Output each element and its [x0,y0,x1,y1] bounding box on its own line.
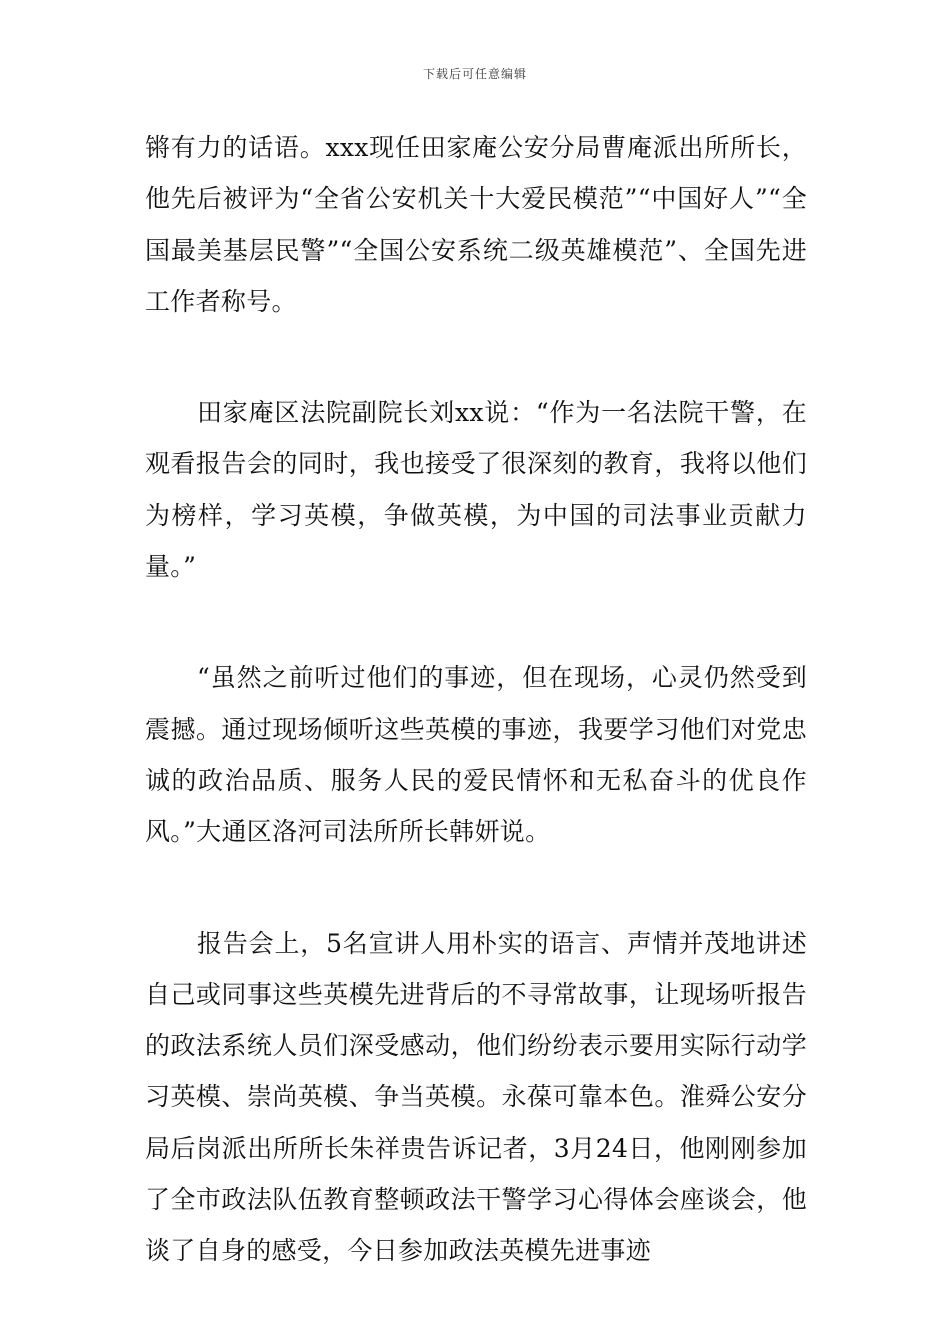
paragraph-4: 报告会上，5名宣讲人用朴实的语言、声情并茂地讲述自己或同事这些英模先进背后的不寻常故事，让现场听报告的政法系统人员们深受感动，他们纷纷表示要用实际行动学习英模、崇尚英模、争当英模。永葆可靠本色。淮舜公安分局后岗派出所所长朱祥贵告诉记者，3月24日，他刚刚参加了全市政法队伍教育整顿政法干警学习心得体会座谈会，他谈了自身的感受，今日参加政法英模先进事迹 [145,928,807,1266]
paragraph-1: 锵有力的话语。xxx现任田家庵公安分局曹庵派出所所长，他先后被评为“全省公安机关十大爱民模范”“中国好人”“全国最美基层民警”“全国公安系统二级英雄模范”、全国先进工作者称号。 [145,133,807,316]
page-header: 下载后可任意编辑 [422,67,527,81]
paragraph-2: 田家庵区法院副院长刘xx说：“作为一名法院干警，在观看报告会的同时，我也接受了很深刻的教育，我将以他们为榜样，学习英模，争做英模，为中国的司法事业贡献力量。” [145,398,807,582]
document-body [145,122,807,1277]
paragraph-3: “虽然之前听过他们的事迹，但在现场，心灵仍然受到震撼。通过现场倾听这些英模的事迹，我要学习他们对党忠诚的政治品质、服务人民的爱民情怀和无私奋斗的优良作风。”大通区洛河司法所所长韩妍说。 [145,663,807,847]
